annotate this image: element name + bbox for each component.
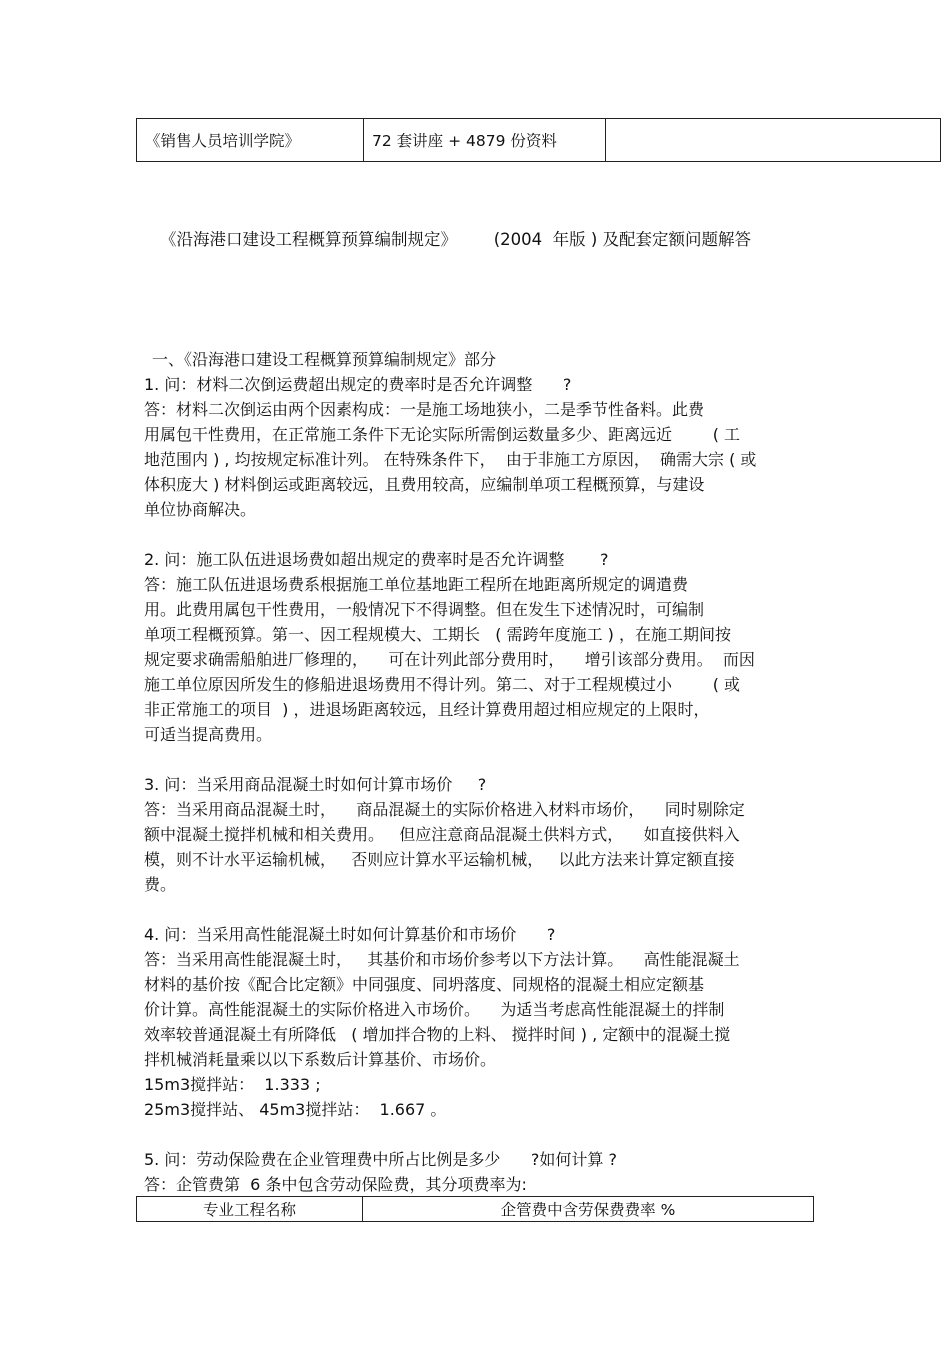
text-line: 价计算。高性能混凝土的实际价格进入市场价。 为适当考虑高性能混凝土的拌制: [144, 1000, 725, 1019]
column-header-rate: 企管费中含劳保费费率 %: [363, 1197, 814, 1222]
header-cell-course: 《销售人员培训学院》: [137, 119, 364, 162]
qa-item-3: [144, 772, 809, 897]
header-cell-resources: 72 套讲座 + 4879 份资料: [364, 119, 606, 162]
column-header-project-name: 专业工程名称: [137, 1197, 363, 1222]
text-line: 用属包干性费用，在正常施工条件下无论实际所需倒运数量多少、距离远近 ( 工: [144, 425, 741, 444]
text-line: 4. 问：当采用高性能混凝土时如何计算基价和市场价 ?: [144, 925, 556, 944]
header-cell-empty: [606, 119, 941, 162]
document-body: [144, 347, 809, 1197]
text-line: 效率较普通混凝土有所降低 ( 增加拌合物的上料、 搅拌时间 ) , 定额中的混凝土搅: [144, 1025, 731, 1044]
text-line: 拌机械消耗量乘以以下系数后计算基价、市场价。: [144, 1050, 497, 1069]
paragraph-gap: [144, 897, 809, 922]
text-line: 费。: [144, 875, 177, 894]
header-table-row: [137, 119, 941, 162]
text-line: 可适当提高费用。: [144, 725, 273, 744]
text-line: 单项工程概预算。第一、因工程规模大、工期长 ( 需跨年度施工 ) ，在施工期间按: [144, 625, 732, 644]
qa-item-2: [144, 547, 809, 747]
document-title: 《沿海港口建设工程概算预算编制规定》 (2004 年版 ) 及配套定额问题解答: [160, 230, 752, 249]
text-line: 材料的基价按《配合比定额》中同强度、同坍落度、同规格的混凝土相应定额基: [144, 975, 705, 994]
text-line: 5. 问：劳动保险费在企业管理费中所占比例是多少 ?如何计算 ?: [144, 1150, 617, 1169]
paragraph-gap: [144, 747, 809, 772]
text-line: 答：当采用商品混凝土时， 商品混凝土的实际价格进入材料市场价， 同时剔除定: [144, 800, 745, 819]
insurance-rate-table: [136, 1196, 814, 1222]
table-header-row: [137, 1197, 814, 1222]
text-line: 模，则不计水平运输机械， 否则应计算水平运输机械， 以此方法来计算定额直接: [144, 850, 735, 869]
text-line: 单位协商解决。: [144, 500, 257, 519]
text-line: 3. 问：当采用商品混凝土时如何计算市场价 ?: [144, 775, 487, 794]
text-line: 地范围内 ) , 均按规定标准计列。 在特殊条件下， 由于非施工方原因， 确需大宗 ( 或: [144, 450, 757, 469]
qa-item-1: [144, 372, 809, 522]
text-line: 规定要求确需船舶进厂修理的， 可在计列此部分费用时， 增引该部分费用。 而因: [144, 650, 755, 669]
text-line: 1. 问：材料二次倒运费超出规定的费率时是否允许调整 ?: [144, 375, 572, 394]
text-line: 答：当采用高性能混凝土时， 其基价和市场价参考以下方法计算。 高性能混凝土: [144, 950, 740, 969]
text-line: 额中混凝土搅拌机械和相关费用。 但应注意商品混凝土供料方式， 如直接供料入: [144, 825, 740, 844]
text-line: 15m3搅拌站： 1.333 ;: [144, 1075, 321, 1094]
paragraph-gap: [144, 522, 809, 547]
text-line: 25m3搅拌站、 45m3搅拌站： 1.667 。: [144, 1100, 447, 1119]
text-line: 施工单位原因所发生的修船进退场费用不得计列。第二、对于工程规模过小 ( 或: [144, 675, 741, 694]
text-line: 用。此费用属包干性费用，一般情况下不得调整。但在发生下述情况时，可编制: [144, 600, 705, 619]
header-table: [136, 118, 941, 162]
paragraph-gap: [144, 1122, 809, 1147]
text-line: 非正常施工的项目 ) ，进退场距离较远，且经计算费用超过相应规定的上限时，: [144, 700, 710, 719]
qa-item-5: [144, 1147, 809, 1197]
qa-item-4: [144, 922, 809, 1122]
text-line: 体积庞大 ) 材料倒运或距离较远，且费用较高，应编制单项工程概预算，与建设: [144, 475, 705, 494]
text-line: 答：施工队伍进退场费系根据施工单位基地距工程所在地距离所规定的调遣费: [144, 575, 689, 594]
text-line: 答：材料二次倒运由两个因素构成：一是施工场地狭小，二是季节性备料。此费: [144, 400, 705, 419]
section-title: 一、《沿海港口建设工程概算预算编制规定》部分: [152, 350, 497, 369]
text-line: 2. 问：施工队伍进退场费如超出规定的费率时是否允许调整 ?: [144, 550, 609, 569]
text-line: 答：企管费第 6 条中包含劳动保险费，其分项费率为:: [144, 1175, 527, 1194]
